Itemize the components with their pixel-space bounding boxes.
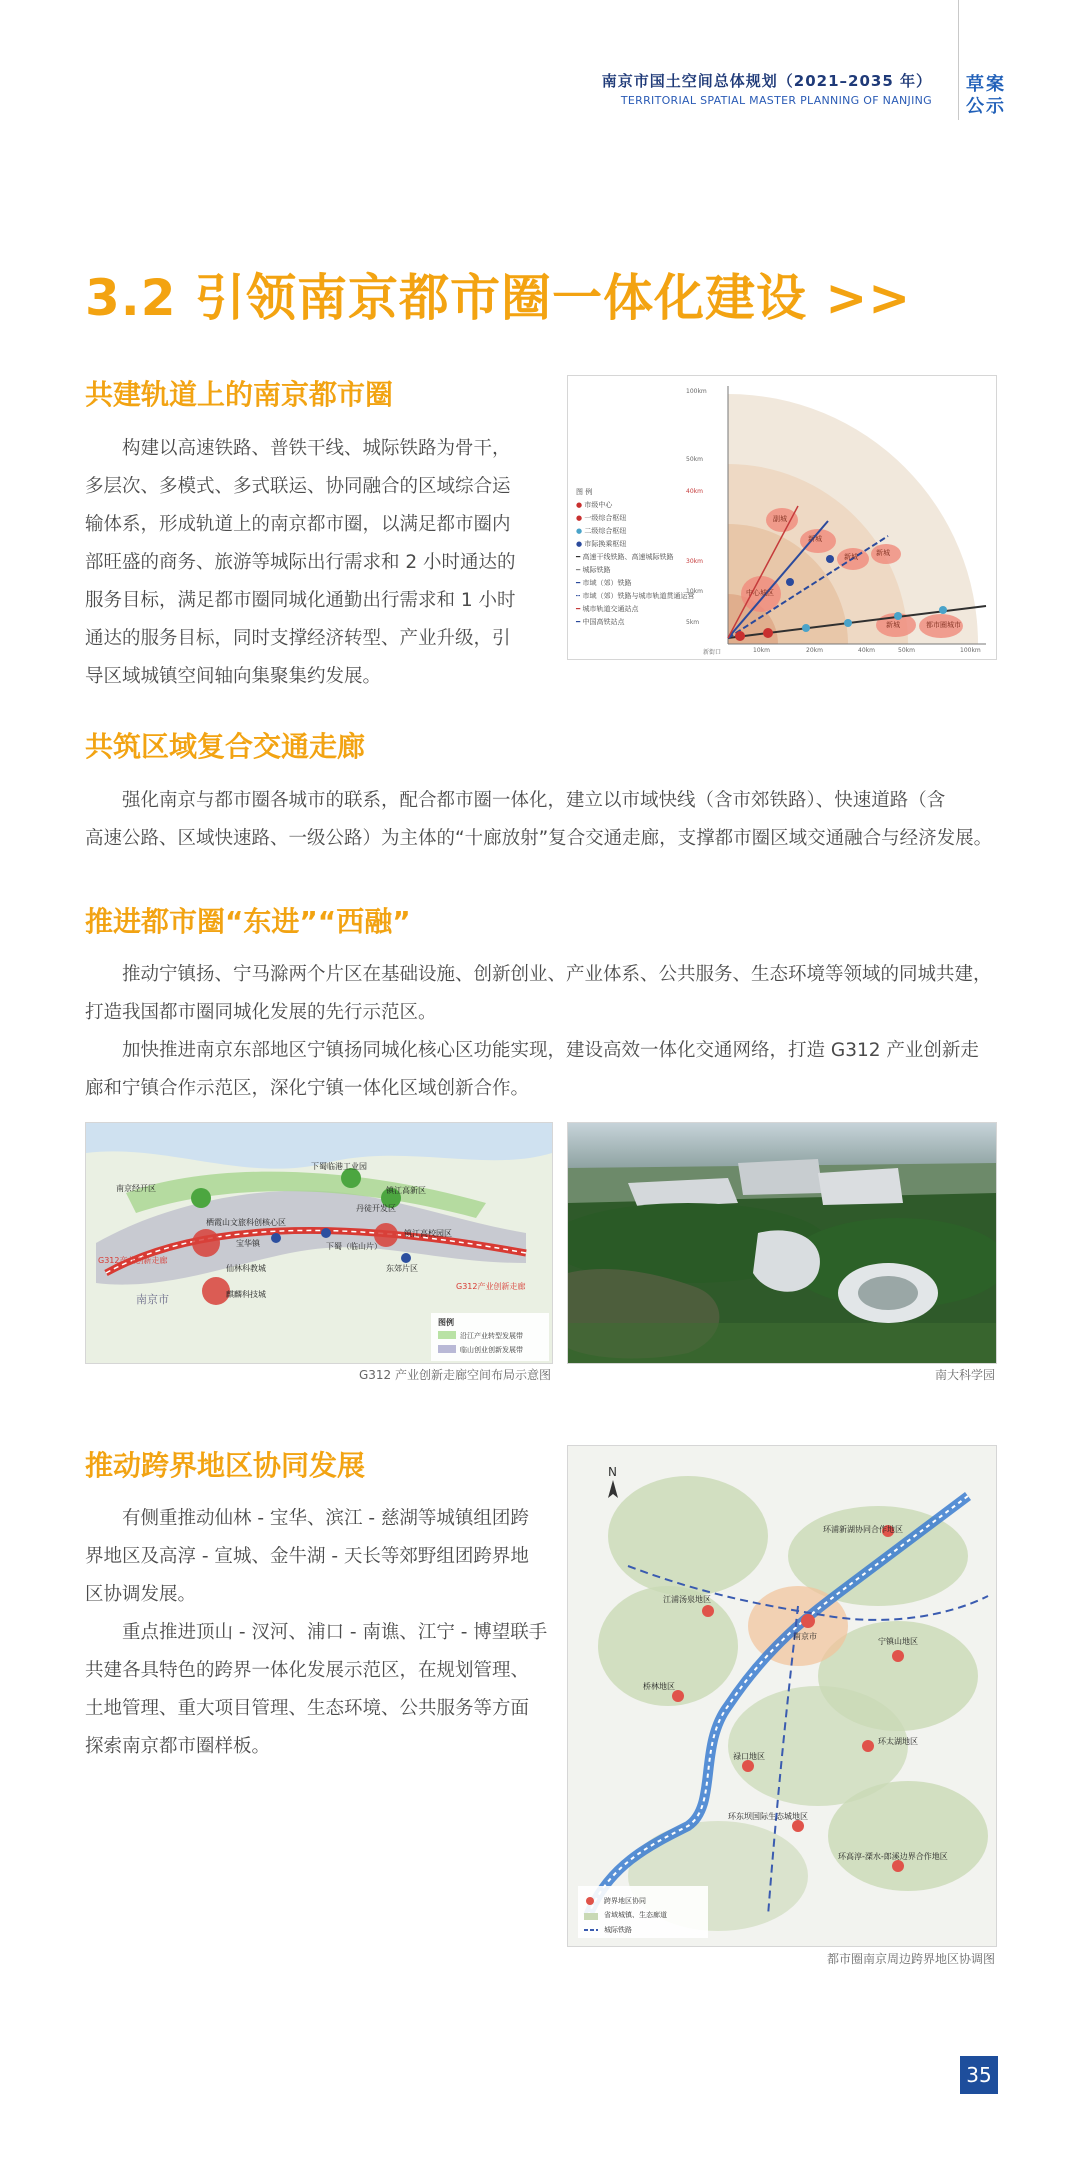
map-label: 环浦新湖协同合作地区 — [823, 1525, 903, 1534]
diagram-label: 新城 — [886, 621, 900, 629]
map-legend-title: 图例 — [438, 1318, 454, 1327]
header-title-zh: 南京市国土空间总体规划（2021–2035 年） — [601, 72, 932, 90]
text-line: 共建各具特色的跨界一体化发展示范区，在规划管理、 — [85, 1660, 530, 1681]
header-divider — [958, 0, 959, 120]
section-heading-cross-border: 推动跨界地区协同发展 — [85, 1449, 366, 1482]
text-line: 通达的服务目标，同时支撑经济转型、产业升级，引 — [85, 628, 511, 649]
diagram-label: 新城 — [808, 535, 822, 543]
map-label: 仙林科教城 — [226, 1264, 266, 1273]
draft-badge-line2: 公示 — [966, 96, 1006, 117]
map-label: 环太湖地区 — [878, 1737, 918, 1746]
figure-caption: 南大科学园 — [934, 1368, 995, 1382]
diagram-label: 副城 — [773, 515, 787, 523]
text-line: 打造我国都市圈同城化发展的先行示范区。 — [85, 1002, 437, 1023]
text-line: 重点推进顶山 - 汊河、浦口 - 南谯、江宁 - 博望联手 — [122, 1622, 548, 1643]
y-tick: 5km — [686, 619, 700, 626]
section-heading-corridor: 共筑区域复合交通走廊 — [85, 730, 366, 763]
legend-item: ━ 城市轨道交通站点 — [576, 605, 639, 613]
legend-item: ┅ 市域（郊）铁路与城市轨道贯通运营 — [576, 592, 695, 600]
map-label: 宁镇山地区 — [878, 1637, 918, 1646]
map-label: G312产业创新走廊 — [456, 1282, 526, 1291]
section-body-rail — [85, 430, 555, 696]
x-tick: 10km — [753, 647, 770, 654]
text-line: 多层次、多模式、多式联运、协同融合的区域综合运 — [85, 476, 511, 497]
map-label: 栖霞山文旅科创核心区 — [206, 1218, 286, 1227]
draft-badge-line1: 草案 — [966, 74, 1006, 95]
text-line: 土地管理、重大项目管理、生态环境、公共服务等方面 — [85, 1698, 530, 1719]
header-title-en: TERRITORIAL SPATIAL MASTER PLANNING OF NANJING — [620, 94, 932, 107]
text-line: 部旺盛的商务、旅游等城际出行需求和 2 小时通达的 — [85, 552, 516, 573]
section-body-cross-border — [85, 1500, 555, 1766]
legend-item: ━ 中国高铁站点 — [576, 618, 625, 626]
figure-caption: 都市圈南京周边跨界地区协调图 — [826, 1952, 995, 1966]
map-legend-item: 城际铁路 — [604, 1926, 632, 1934]
section-heading-east-west: 推进都市圈“东进”“西融” — [85, 905, 411, 938]
map-label: 环东坝国际生态城地区 — [728, 1812, 808, 1821]
y-tick: 10km — [686, 588, 703, 595]
map-label: 南京经开区 — [116, 1184, 156, 1193]
science-park-photo — [567, 1122, 997, 1364]
legend-title: 图 例 — [576, 488, 593, 496]
page-number: 35 — [960, 2056, 998, 2094]
section-heading-rail: 共建轨道上的南京都市圈 — [85, 378, 394, 411]
text-line: 构建以高速铁路、普铁干线、城际铁路为骨干， — [122, 438, 511, 459]
page-title: 3.2 引领南京都市圈一体化建设 >> — [85, 269, 912, 327]
map-label: 镇江高新区 — [386, 1186, 426, 1195]
legend-item: ● 二级综合枢纽 — [576, 527, 627, 535]
text-line: 探索南京都市圈样板。 — [85, 1736, 271, 1757]
text-line: 界地区及高淳 - 宣城、金牛湖 - 天长等郊野组团跨界地 — [85, 1546, 529, 1567]
y-tick: 30km — [686, 558, 703, 565]
text-line: 有侧重推动仙林 - 宝华、滨江 - 慈湖等城镇组团跨 — [122, 1508, 529, 1529]
corridor-map-svg — [86, 1123, 552, 1363]
text-line: 导区域城镇空间轴向集聚集约发展。 — [85, 666, 382, 687]
map-label: 镇江高校园区 — [404, 1229, 452, 1238]
section-body-east-west — [85, 956, 997, 1108]
map-legend-item: 跨界地区协同 — [604, 1897, 646, 1905]
g312-corridor-map — [85, 1122, 553, 1364]
y-tick: 40km — [686, 488, 703, 495]
map-label: 南京市 — [793, 1632, 817, 1641]
text-line: 高速公路、区域快速路、一级公路）为主体的“十廊放射”复合交通走廊，支撑都市圈区域交通融合与经济发展。 — [85, 828, 993, 849]
svg-text:N: N — [608, 1465, 617, 1479]
map-label: 麒麟科技城 — [226, 1290, 266, 1299]
cross-border-map — [567, 1445, 997, 1947]
legend-item: ● 一级综合枢纽 — [576, 514, 627, 522]
legend-item: ━ 城际铁路 — [576, 566, 611, 574]
map-label: 宝华镇 — [236, 1239, 260, 1248]
text-line: 推动宁镇扬、宁马滁两个片区在基础设施、创新创业、产业体系、公共服务、生态环境等领域的同城共建， — [122, 964, 992, 985]
legend-item: ━ 高速干线铁路、高速城际铁路 — [576, 553, 674, 561]
map-label: 江浦汤泉地区 — [663, 1595, 711, 1604]
cross-border-map-svg — [568, 1446, 996, 1946]
map-label: 东郊片区 — [386, 1264, 418, 1273]
map-label: 桥林地区 — [643, 1682, 675, 1691]
x-tick: 100km — [960, 647, 981, 654]
map-legend-item: 沿江产业转型发展带 — [460, 1332, 523, 1340]
legend-item: ● 市际换乘枢纽 — [576, 540, 627, 548]
diagram-label: 新城 — [844, 553, 858, 561]
legend-item: ● 市级中心 — [576, 501, 613, 509]
text-line: 廊和宁镇合作示范区，深化宁镇一体化区域创新合作。 — [85, 1078, 530, 1099]
map-label: 禄口地区 — [733, 1752, 765, 1761]
x-tick: 20km — [806, 647, 823, 654]
text-line: 强化南京与都市圈各城市的联系，配合都市圈一体化，建立以市域快线（含市郊铁路）、快速道路（含 — [122, 790, 946, 811]
x-tick: 新街口 — [703, 649, 722, 656]
radial-legend — [576, 486, 694, 629]
x-tick: 40km — [858, 647, 875, 654]
text-line: 区协调发展。 — [85, 1584, 197, 1605]
y-tick: 100km — [686, 388, 707, 395]
diagram-label: 中心城区 — [746, 589, 774, 597]
map-label: 丹徒开发区 — [356, 1204, 396, 1213]
aerial-photo-svg — [568, 1123, 996, 1363]
rail-radial-diagram — [567, 375, 997, 660]
section-body-corridor — [85, 782, 997, 858]
map-label: G312产业创新走廊 — [98, 1256, 168, 1265]
map-legend-item: 省域城镇、生态廊道 — [604, 1911, 667, 1919]
figure-caption: G312 产业创新走廊空间布局示意图 — [358, 1368, 551, 1382]
text-line: 加快推进南京东部地区宁镇扬同城化核心区功能实现，建设高效一体化交通网络，打造 G312 产业创新走 — [122, 1040, 979, 1061]
map-label: 下蜀（临山片） — [326, 1242, 382, 1251]
x-tick: 50km — [898, 647, 915, 654]
map-legend-item: 临山创业创新发展带 — [460, 1346, 523, 1354]
y-tick: 50km — [686, 456, 703, 463]
map-label: 南京市 — [136, 1293, 169, 1306]
map-label: 环高淳-溧水-郎溪边界合作地区 — [838, 1852, 948, 1861]
text-line: 服务目标，满足都市圈同城化通勤出行需求和 1 小时 — [85, 590, 516, 611]
diagram-label: 都市圈城市 — [926, 621, 961, 629]
legend-item: ━ 市域（郊）铁路 — [576, 579, 632, 587]
text-line: 输体系，形成轨道上的南京都市圈，以满足都市圈内 — [85, 514, 511, 535]
map-label: 下蜀临港工业园 — [311, 1162, 367, 1171]
diagram-label: 新城 — [876, 549, 890, 557]
